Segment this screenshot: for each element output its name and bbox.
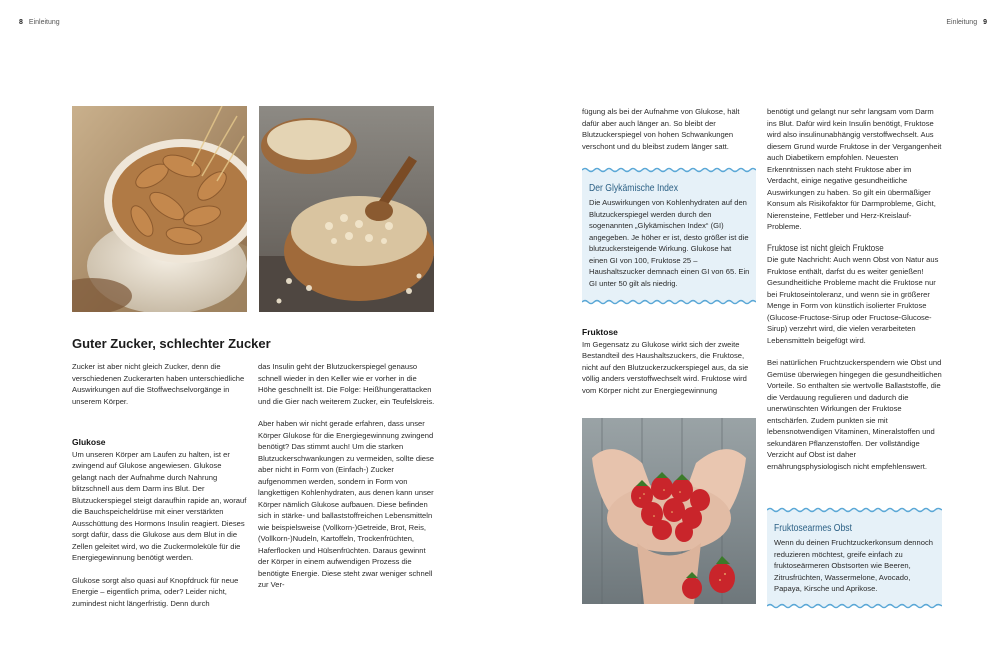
right-page-header xyxy=(946,19,993,26)
left-section-label: Einleitung xyxy=(28,19,60,26)
glukose-heading: Glukose xyxy=(72,437,106,447)
left-column-1 xyxy=(72,361,247,609)
obst-box-text: Wenn du deinen Fruchtzuckerkonsum dennoch reduzieren möchtest, greife einfach zu fruktoseärmeren Obstsorten wie Beeren, Zitrusfrüchten, Wassermelone, Avocado, Papaya, Kirsche und Aprikose. xyxy=(774,538,934,593)
left-page-number: 8 xyxy=(19,19,23,26)
page-title: Guter Zucker, schlechter Zucker xyxy=(72,336,271,351)
box-top-wave xyxy=(582,167,756,173)
longchain-carbs-paragraph: Aber haben wir nicht gerade erfahren, dass unser Körper Glukose für die Energiegewinnung zwingend benötigt? Das stimmt auch! Um die starken Blutzuckerschwankungen zu vermeiden, sollte diese aber nicht in Form von (Einfach-) Zucker aufgenommen werden, sondern in Form von langkettigen Kohlenhydraten, aus denen kann unser Körper nämlich Glukose aufbauen. Diese befinden sich in stärke- und ballaststoffreichen Lebensmitteln wie beispielsweise (Vollkorn-)Getreide, Brot, Reis, (Vollkorn-)Nudeln, Kartoffeln, Trockenfrüchten, Haferflocken und Hülsenfrüchten. Daraus gewinnt der Körper in einem aufwendigen Prozess die benötigte Energie. Diese steht zwar weniger schnell zur Ver- xyxy=(258,419,435,589)
right-column-4 xyxy=(767,106,942,472)
fruktose-heading: Fruktose xyxy=(582,327,618,337)
pasta-bowl-photo xyxy=(72,106,247,312)
left-column-2 xyxy=(258,361,435,591)
strawberries-in-hands-photo xyxy=(582,418,756,604)
fruktose-not-equal-heading: Fruktose ist nicht gleich Fruktose xyxy=(767,242,884,254)
intro-paragraph: Zucker ist aber nicht gleich Zucker, denn die verschiedenen Zuckerarten haben unterschiedliche Auswirkungen auf die Stoffwechselvorgänge in unserem Körper. xyxy=(72,362,245,406)
gi-box-text: Die Auswirkungen von Kohlenhydraten auf den Blutzuckerspiegel werden durch den sogenannten „Glykämischen Index“ (GI) angegeben. Je höher er ist, desto größer ist die blutzuckersteigende Wirkung. Glukose hat einen GI von 100, Fruktose 25 – Haushaltszucker demnach einen GI von 65. Ein GI unter 50 gilt als niedrig. xyxy=(589,198,750,288)
obst-box-bottom-wave xyxy=(767,603,942,609)
left-page-header xyxy=(13,19,60,26)
glykaemischer-index-box xyxy=(582,170,756,302)
oat-flakes-bowl-photo xyxy=(259,106,434,312)
right-section-label: Einleitung xyxy=(946,19,978,26)
fruktose-not-equal-paragraph: Die gute Nachricht: Auch wenn Obst von Natur aus Fruktose enthält, darfst du es weiter genießen! Gesundheitliche Probleme macht die Fruktose nur bei Fruktoseintoleranz, und wenn sie in größerer Menge in Form von künstlich isolierter Fruktose (Glucose-Fructose-Sirup oder Fructose-Glucose-Sirup) verzehrt wird, die vielen verarbeiteten Lebensmitteln beigefügt wird. xyxy=(767,255,939,345)
gi-box-title: Der Glykämische Index xyxy=(589,182,679,194)
fruktose-fruit-paragraph: Bei natürlichen Fruchtzuckerspendern wie Obst und Gemüse überwiegen hingegen die gesundheitlichen Vorteile. So enthalten sie wertvolle Ballaststoffe, die die Verdauung regulieren und dadurch die unerwünschten Wirkungen der Fruktose entschärfen. Zudem punkten sie mit lebensnotwendigen Vitaminen, Mineralstoffen und sekundären Pflanzenstoffen. Der vollständige Verzicht auf Obst ist daher ernährungsphysiologisch nicht empfehlenswert. xyxy=(767,358,942,471)
fruktose-continuation-paragraph: benötigt und gelangt nur sehr langsam vom Darm ins Blut. Dafür wird kein Insulin benötigt, Fruktose wird also insulinunabhängig verstoffwechselt. Aus diesem Grund wurde Fruktose in der Vergangenheit auch Diabetikern empfohlen. Neuesten Erkenntnissen nach steht Fruktose aber im Verdacht, einige negative gesundheitliche Auswirkungen zu haben. So gilt ein übermäßiger Konsum als Risikofaktor für Darmprobleme, Gicht, Nierensteine, Fettleber und Herz-Kreislauf-Probleme. xyxy=(767,107,942,231)
box-bottom-wave xyxy=(582,299,756,305)
fruktose-paragraph: Im Gegensatz zu Glukose wirkt sich der zweite Bestandteil des Haushaltszuckers, die Fruktose, nicht auf den Blutzuckerzuckerspiegel aus, da sie völlig anders verstoffwechselt wird. Fruktose wird vom Körper nicht zur Energiegewinnung xyxy=(582,339,749,395)
glukose-paragraph-2: Glukose sorgt also quasi auf Knopfdruck für neue Energie – eigentlich prima, oder? Leider nicht, zumindest nicht längerfristig. Denn durch xyxy=(72,575,239,608)
fruktose-section xyxy=(582,327,756,396)
obst-box-title: Fruktosearmes Obst xyxy=(774,522,853,534)
continuation-paragraph: fügung als bei der Aufnahme von Glukose, hält dafür aber auch länger an. So bleibt der Blutzuckerspiegel von hohen Schwankungen verschont und du bleibst zudem länger satt. xyxy=(582,107,740,151)
right-column-3-top xyxy=(582,106,756,152)
right-page-number: 9 xyxy=(983,19,987,26)
glukose-paragraph: Um unseren Körper am Laufen zu halten, ist er zwingend auf Glukose angewiesen. Glukose gelangt nach der Aufnahme durch Nahrung blitzschnell aus dem Darm ins Blut. Der Blutzuckerspiegel steigt daraufhin rapide an, worauf die Bauchspeicheldrüse mit einer verstärkten Ausschüttung des Hormons Insulin reagiert. Dieses sorgt dafür, dass die Glukose aus dem Blut in die Zellen geleitet wird, wo die Zuckermoleküle für die Energiegewinnung benötigt werden. xyxy=(72,449,247,562)
fruktosearmes-obst-box xyxy=(767,510,942,606)
insulin-paragraph: das Insulin geht der Blutzuckerspiegel genauso schnell wieder in den Keller wie er vorher in die Höhe geschnellt ist. Die Folge: Heißhungerattacken und die Gier nach weiterem Zucker, ein Teufelskreis. xyxy=(258,362,435,406)
obst-box-top-wave xyxy=(767,507,942,513)
